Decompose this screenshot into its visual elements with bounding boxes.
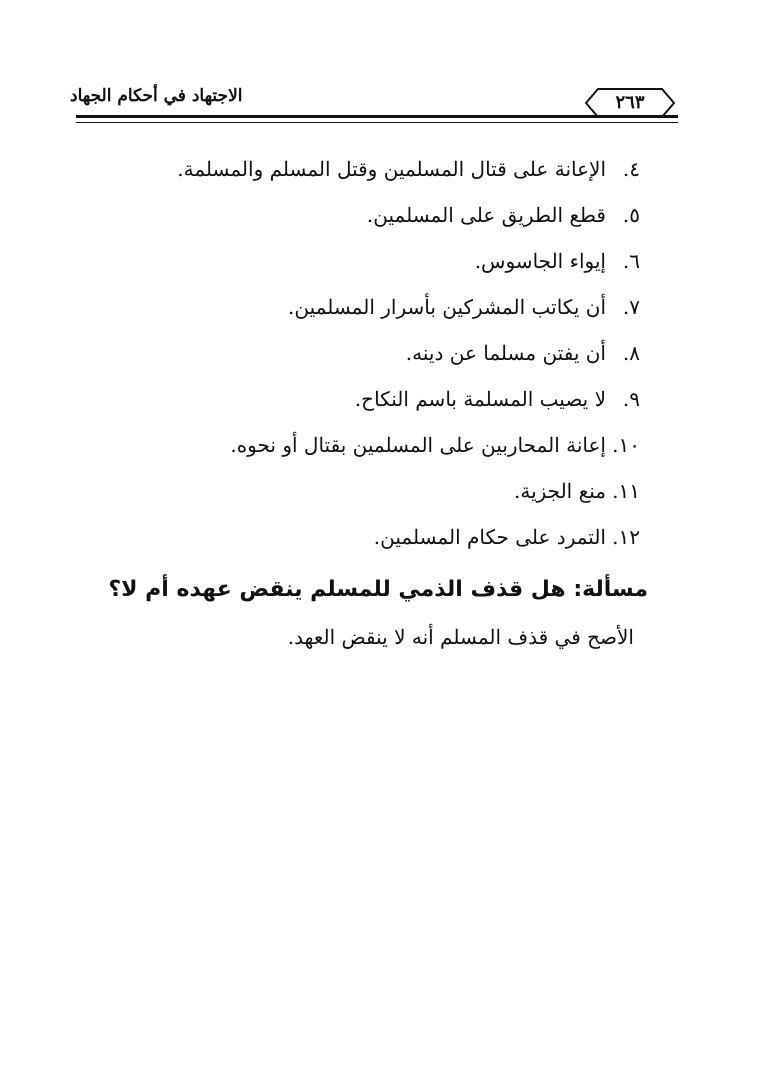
list-item: [80, 514, 640, 560]
list-item: [80, 284, 640, 330]
list-item: [80, 330, 640, 376]
list-item-number: ١٢.: [612, 525, 640, 549]
list-item-text: الإعانة على قتال المسلمين وقتل المسلم والمسلمة.: [177, 157, 606, 181]
list-item-text: أن يكاتب المشركين بأسرار المسلمين.: [288, 295, 606, 319]
list-item-number: ١١.: [612, 479, 640, 503]
list-item-text: منع الجزية.: [514, 479, 606, 503]
list-item: [80, 376, 640, 422]
list-item: [80, 238, 640, 284]
list-item: [80, 146, 640, 192]
list-item-number: ٥.: [622, 203, 640, 227]
main-content: [80, 146, 648, 660]
list-item-text: التمرد على حكام المسلمين.: [373, 525, 606, 549]
list-item: [80, 192, 640, 238]
running-header-title: الاجتهاد في أحكام الجهاد: [70, 86, 243, 106]
list-item-text: إيواء الجاسوس.: [474, 249, 606, 273]
list-item-number: ٧.: [622, 295, 640, 319]
list-item-number: ٨.: [622, 341, 640, 365]
list-item-number: ٦.: [622, 249, 640, 273]
header-rule-thin: [76, 122, 678, 123]
list-item: [80, 468, 640, 514]
question-heading: مسألة: هل قذف الذمي للمسلم ينقض عهده أم لا؟: [108, 577, 648, 602]
list-item-number: ١٠.: [612, 433, 640, 457]
answer-paragraph: الأصح في قذف المسلم أنه لا ينقض العهد.: [287, 625, 634, 649]
list-item-number: ٤.: [622, 157, 640, 181]
header-rule-thick: [76, 115, 678, 118]
page-number: ٢٦٣: [615, 92, 645, 113]
list-item-text: لا يصيب المسلمة باسم النكاح.: [354, 387, 606, 411]
list-item-text: قطع الطريق على المسلمين.: [366, 203, 606, 227]
list-item-text: أن يفتن مسلما عن دينه.: [405, 341, 606, 365]
list-item-number: ٩.: [622, 387, 640, 411]
list-item-text: إعانة المحاربين على المسلمين بقتال أو نحوه.: [230, 433, 606, 457]
list-item: [80, 422, 640, 468]
